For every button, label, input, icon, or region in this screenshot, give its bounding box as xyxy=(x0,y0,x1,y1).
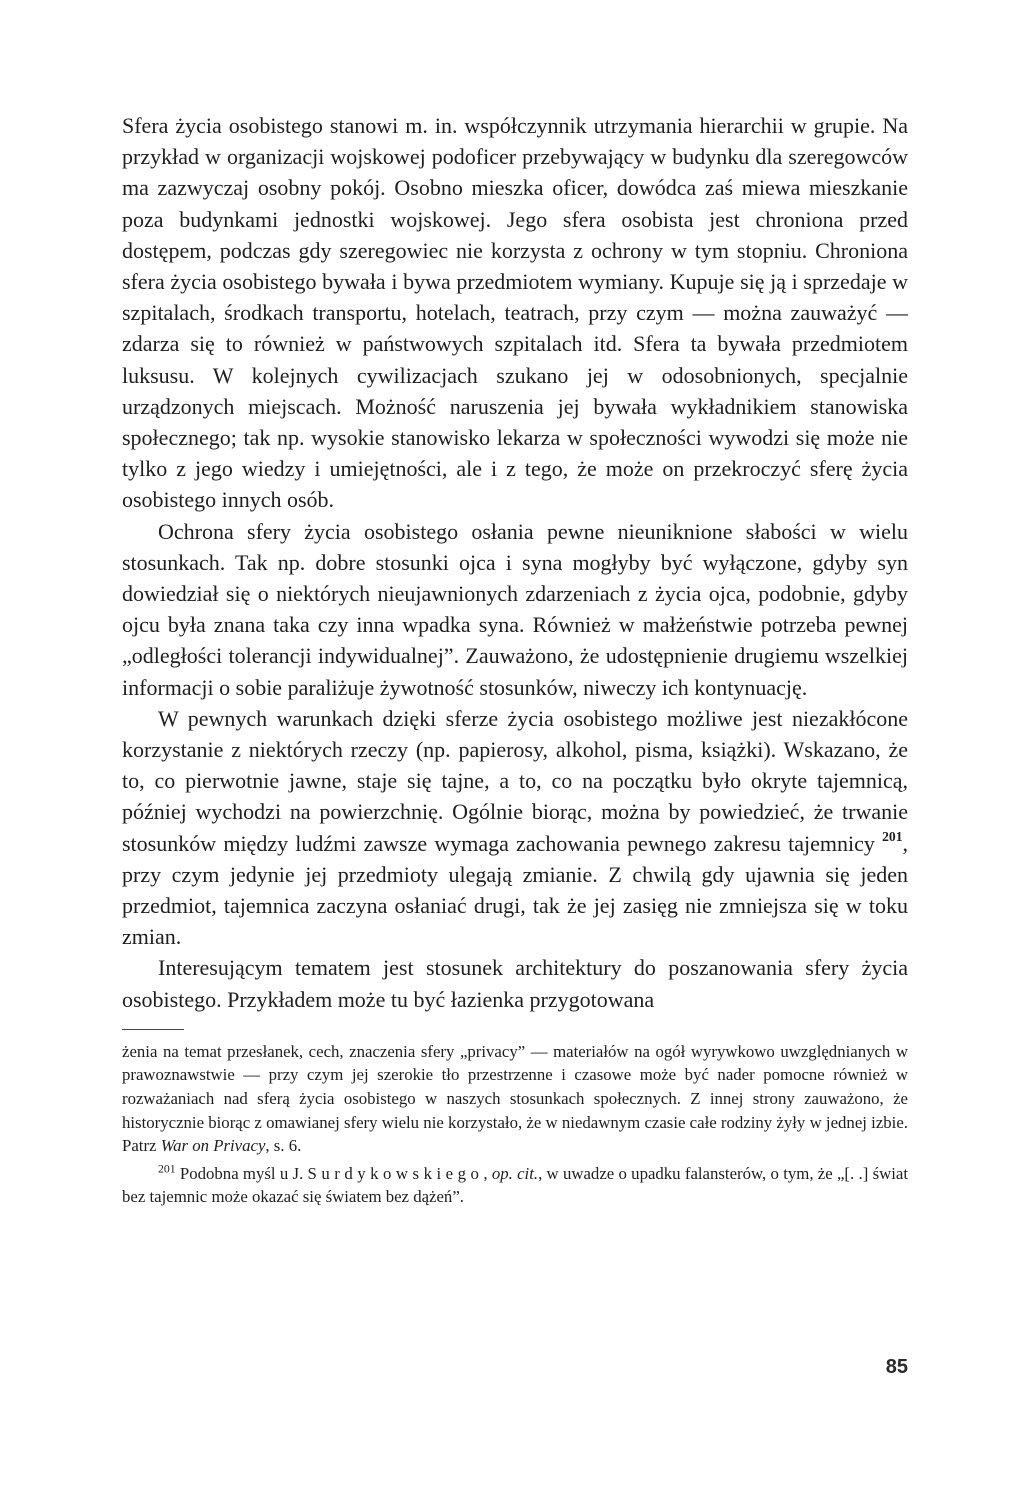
book-page xyxy=(122,110,908,1209)
paragraph-1: Sfera życia osobistego stanowi m. in. współczynnik utrzymania hierarchii w grupie. Na przykład w organizacji wojskowej podoficer przebywający w budynku dla szeregowców ma zazwyczaj osobny pokój. Osobno mieszka oficer, dowódca zaś miewa mieszkanie poza budynkami jednostki wojskowej. Jego sfera osobista jest chroniona przed dostępem, podczas gdy szeregowiec nie korzysta z ochrony w tym stopniu. Chroniona sfera życia osobistego bywała i bywa przedmiotem wymiany. Kupuje się ją i sprzedaje w szpitalach, środkach transportu, hotelach, teatrach, przy czym — można zauważyć — zdarza się to również w państwowych szpitalach itd. Sfera ta bywała przedmiotem luksusu. W kolejnych cywilizacjach szukano jej w odosobnionych, specjalnie urządzonych miejscach. Możność naruszenia jej bywała wykładnikiem stanowiska społecznego; tak np. wysokie stanowisko lekarza w społeczności wywodzi się może nie tylko z jego wiedzy i umiejętności, ale i z tego, że może on przekroczyć sferę życia osobistego innych osób. xyxy=(122,113,908,513)
paragraph-2: Ochrona sfery życia osobistego osłania pewne nieuniknione słabości w wielu stosunkach. Tak np. dobre stosunki ojca i syna mogłyby być wyłączone, gdyby syn dowiedział się o niektórych nieujawnionych zdarzeniach z życia ojca, podobnie, gdyby ojcu była znana taka czy inna wpadka syna. Również w małżeństwie potrzeba pewnej „odległości tolerancji indywidualnej”. Zauważono, że udostępnienie drugiemu wszelkiej informacji o sobie paraliżuje żywotność stosunków, niweczy ich kontynuację. xyxy=(122,518,908,700)
footnote-number: 201 xyxy=(158,1162,176,1176)
body-text xyxy=(122,110,908,1015)
page-number: 85 xyxy=(885,1356,908,1378)
footnote-201-author: Surdykowskiego xyxy=(307,1163,484,1183)
footnote-201-text-c: , w uwadze o upadku falansterów, o tym, że „[. .] świat bez tajemnic może okazać się światem bez dążeń”. xyxy=(122,1163,908,1207)
footnote-201-text-b: , xyxy=(483,1163,492,1183)
footnote-continuation-text: żenia na temat przesłanek, cech, znaczenia sfery „privacy” — materiałów na ogół wyrywkowo uwzględnianych w prawoznawstwie — przy czym jej szerokie tło przestrzenne i czasowe może być nader pomocne również w rozważaniach nad sferą życia osobistego w naszych stosunkach społecznych. Z innej strony zauważono, że historycznie biorąc z omawianej sfery wielu nie korzystało, że w niedawnym czasie całe rodziny żyły w jednej izbie. Patrz xyxy=(122,1041,908,1156)
cited-title: War on Privacy xyxy=(160,1136,266,1156)
footnote-separator xyxy=(122,1029,184,1030)
footnote-201 xyxy=(122,1162,908,1209)
paragraph-4: Interesującym tematem jest stosunek architektury do poszanowania sfery życia osobistego. Przykładem może tu być łazienka przygotowana xyxy=(122,955,908,1012)
paragraph-3-text-before: W pewnych warunkach dzięki sferze życia osobistego możliwe jest niezakłócone korzystanie z niektórych rzeczy (np. papierosy, alkohol, pisma, książki). Wskazano, że to, co pierwotnie jawne, staje się tajne, a to, co na początku było okryte tajemnicą, później wychodzi na powierzchnię. Ogólnie biorąc, można by powiedzieć, że trwanie stosunków między ludźmi zawsze wymaga zachowania pewnego zakresu tajemnicy xyxy=(122,705,908,856)
footnote-continuation xyxy=(122,1040,908,1158)
paragraph-3 xyxy=(122,703,908,953)
footnote-201-text-a: Podobna myśl u J. xyxy=(175,1163,308,1183)
footnote-201-op-cit: op. cit. xyxy=(491,1163,539,1183)
footnote-reference-201[interactable]: 201 xyxy=(882,828,903,844)
paragraph-3-text-after: , przy czym jedynie jej przedmioty ulegają zmianie. Z chwilą gdy ujawnia się jeden przedmiot, tajemnica zaczyna osłaniać drugi, tak że jej zasięg nie zmniejsza się w toku zmian. xyxy=(122,830,908,950)
footnote-continuation-tail: , s. 6. xyxy=(265,1136,302,1156)
footnotes xyxy=(122,1040,908,1209)
